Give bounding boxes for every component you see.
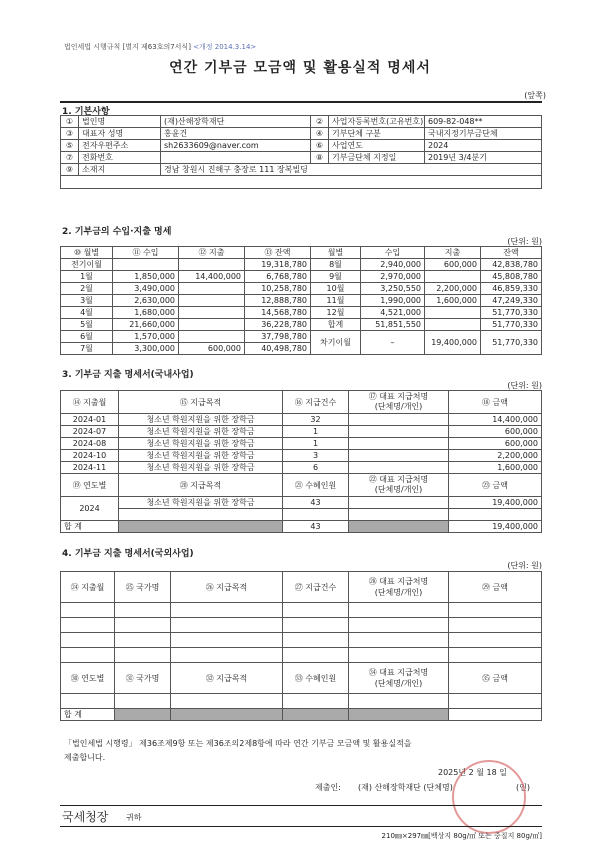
statement-line1: 「법인세법 시행령」 제36조제9항 또는 제36조의2제8항에 따라 연간 기부금 모금액 및 활용실적을	[64, 739, 412, 748]
domestic-total-row: 합 계 43 19,400,000	[61, 521, 542, 533]
overseas-total-row: 합 계	[61, 709, 542, 721]
overseas-row	[61, 603, 542, 618]
basic-info-row: ⑦ 전화번호 ⑧ 기부금단체 지정일 2019년 3/4분기	[61, 152, 542, 164]
income-expense-table	[60, 246, 542, 355]
domestic-header-row: ⑭ 지출월 ⑮ 지급목적 ⑯ 지급건수 ⑰ 대표 지급처명 (단체명/개인) ⑱ 금액	[61, 391, 542, 414]
top-rule	[60, 101, 542, 103]
page-side-label: (앞쪽)	[524, 91, 546, 100]
basic-info-row: ① 법인명 (재)산해장학재단 ② 사업자등록번호(고유번호) 609-82-048**	[61, 116, 542, 128]
section4-unit: (단위: 원)	[507, 561, 542, 570]
section2-unit: (단위: 원)	[507, 237, 542, 246]
address-row: ⑨ 소재지 경남 창원시 진해구 충장로 111 장복빌딩	[61, 164, 542, 176]
domestic-expense-table	[60, 390, 542, 533]
overseas-row	[61, 633, 542, 648]
income-row: 2월 3,490,000 10,258,780 10월 3,250,550 2,200,000 46,859,330	[61, 283, 542, 295]
domestic-row: 2024-10 청소년 학원지원을 위한 장학금 3 2,200,000	[61, 450, 542, 462]
submit-date: 2025년 2 월 18 일	[438, 768, 507, 777]
section1-title: 1. 기본사항	[62, 107, 110, 117]
basic-info-row: ⑤ 전자우편주소 sh2633609@naver.com ⑥ 사업연도 2024	[61, 140, 542, 152]
honorific: 귀하	[126, 813, 142, 822]
income-row: 5월 21,660,000 36,228,780 합계 51,851,550 51,770,330	[61, 319, 542, 331]
income-row: 4월 1,680,000 14,568,780 12월 4,521,000 51,770,330	[61, 307, 542, 319]
income-header-row: ⑩ 월별 ⑪ 수입 ⑫ 지출 ⑬ 잔액 월별 수입 지출 잔액	[61, 247, 542, 259]
overseas-row	[61, 618, 542, 633]
footer-rule	[60, 805, 542, 806]
official-seal	[452, 760, 526, 834]
domestic-row: 2024-01 청소년 학원지원을 위한 장학금 32 14,400,000	[61, 414, 542, 426]
domestic-year-row: 2024 청소년 학원지원을 위한 장학금 43 19,400,000	[61, 497, 542, 509]
income-row: 6월 1,570,000 37,798,780 차기이월 – 19,400,000 51,770,330	[61, 331, 542, 343]
income-row: 3월 2,630,000 12,888,780 11월 1,990,000 1,600,000 47,249,330	[61, 295, 542, 307]
statement-line2: 제출합니다.	[64, 753, 106, 762]
income-row: 7월 3,300,000 600,000 40,498,780	[61, 343, 542, 355]
revision-note: <개정 2014.3.14>	[193, 43, 257, 51]
income-row: 전기이월 19,318,780 8월 2,940,000 600,000 42,838,780	[61, 259, 542, 271]
income-row: 1월 1,850,000 14,400,000 6,768,780 9월 2,970,000 45,808,780	[61, 271, 542, 283]
overseas-row	[61, 648, 542, 663]
bottom-rule	[60, 826, 542, 827]
basic-info-row: ③ 대표자 성명 홍윤건 ④ 기부단체 구분 국내지정기부금단체	[61, 128, 542, 140]
signature-mark: (인)	[516, 783, 530, 792]
paper-spec: 210㎜×297㎜[백상지 80g/㎡ 또는 중질지 80g/㎡]	[381, 832, 542, 840]
form-note: 법인세법 시행규칙 [별지 제63호의7서식] <개정 2014.3.14>	[64, 43, 257, 51]
section3-title: 3. 기부금 지출 명세서(국내사업)	[62, 370, 194, 380]
section4-title: 4. 기부금 지출 명세서(국외사업)	[62, 549, 194, 559]
addressee: 국세청장	[62, 810, 109, 824]
basic-info-table	[60, 115, 542, 189]
address-value: 경남 창원시 진해구 충장로 111 장복빌딩	[161, 164, 542, 176]
section2-title: 2. 기부금의 수입·지출 명세	[62, 227, 172, 237]
overseas-expense-table	[60, 571, 542, 721]
domestic-row: 2024-07 청소년 학원지원을 위한 장학금 1 600,000	[61, 426, 542, 438]
domestic-row: 2024-11 청소년 학원지원을 위한 장학금 6 1,600,000	[61, 462, 542, 474]
overseas-year-header-row: ㉚ 연도별 ㉛ 국가명 ㉜ 지급목적 ㉝ 수혜인원 ㉞ 대표 지급처명 (단체명/개인) ㉟ 금액	[61, 663, 542, 694]
submitter-label: 제출인:	[315, 783, 341, 792]
overseas-header-row: ㉔ 지출월 ㉕ 국가명 ㉖ 지급목적 ㉗ 지급건수 ㉘ 대표 지급처명 (단체명/개인) ㉙ 금액	[61, 572, 542, 603]
address-label: 소재지	[79, 164, 161, 176]
overseas-year-row	[61, 694, 542, 709]
page-title: 연간 기부금 모금액 및 활용실적 명세서	[169, 60, 431, 76]
domestic-year-header-row: ⑲ 연도별 ⑳ 지급목적 ㉑ 수혜인원 ㉒ 대표 지급처명 (단체명/개인) ㉓ 금액	[61, 474, 542, 497]
submitter-name: (재) 산해장학재단 (단체명)	[358, 783, 453, 792]
domestic-row: 2024-08 청소년 학원지원을 위한 장학금 1 600,000	[61, 438, 542, 450]
section3-unit: (단위: 원)	[507, 381, 542, 390]
